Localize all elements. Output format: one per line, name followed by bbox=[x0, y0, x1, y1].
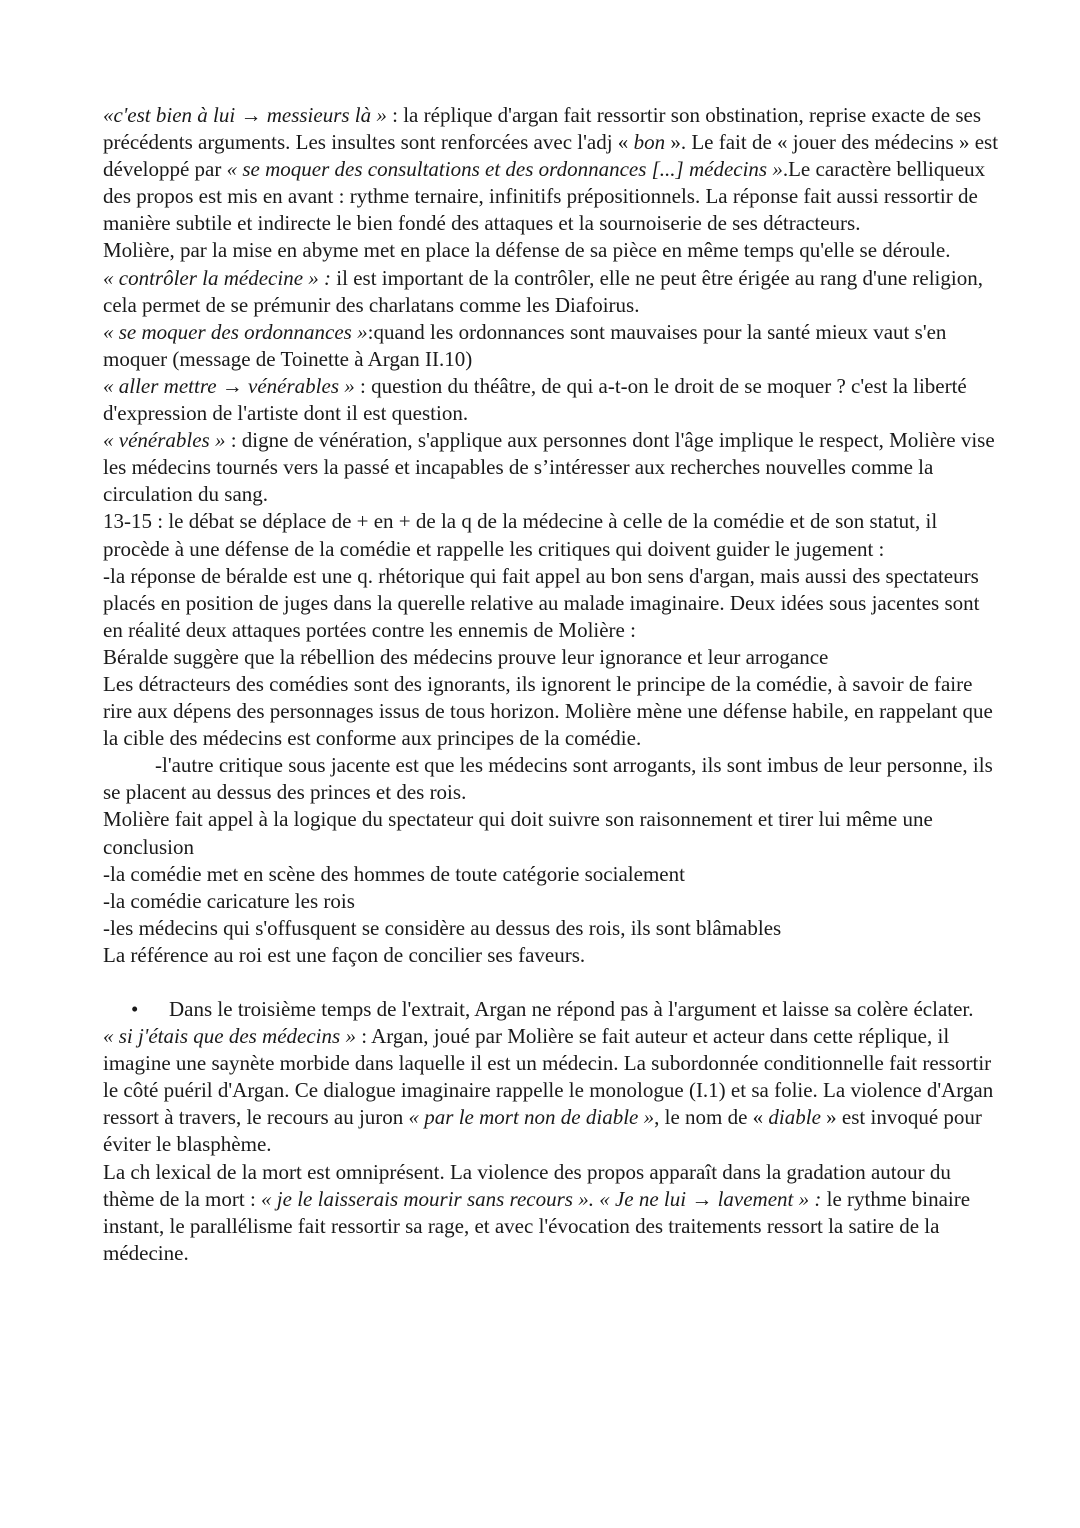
para-beralde-suggere bbox=[103, 644, 1003, 671]
quote-text: diable bbox=[768, 1105, 821, 1130]
body-text: » est invoqué pour éviter le blasphème. bbox=[103, 1105, 982, 1157]
body-text: Béralde suggère que la rébellion des médecins prouve leur ignorance et leur arrogance bbox=[103, 644, 829, 669]
para-reponse-de-beralde bbox=[103, 563, 1003, 644]
paragraph-gap bbox=[103, 969, 1003, 996]
body-text: Molière fait appel à la logique du spectateur qui doit suivre son raisonnement et tirer lui même une conclusion bbox=[103, 807, 933, 859]
body-text: La ch lexical de la mort est omniprésent. La violence des propos apparaît dans la gradation autour du thème de la mort : bbox=[103, 1159, 951, 1211]
para-venerables bbox=[103, 427, 1003, 508]
quote-text: «c'est bien à lui → messieurs là » bbox=[103, 103, 387, 127]
para-logique-du-spectateur bbox=[103, 806, 1003, 860]
body-text: ». Le fait de « jouer des médecins » est développé par bbox=[103, 130, 999, 182]
body-text: -la comédie met en scène des hommes de toute catégorie socialement bbox=[103, 861, 685, 886]
body-text: Molière, par la mise en abyme met en place la défense de sa pièce en même temps qu'elle se déroule. bbox=[103, 238, 951, 263]
bullet-icon: • bbox=[131, 997, 139, 1021]
quote-text: « je le laisserais mourir sans recours ». « Je ne lui → lavement » : bbox=[261, 1186, 822, 1211]
para-controler-la-medecine bbox=[103, 265, 1003, 319]
para-se-moquer-des-ordonnances bbox=[103, 319, 1003, 373]
para-ch-lexical bbox=[103, 1159, 1003, 1267]
body-text: -la comédie caricature les rois bbox=[103, 888, 355, 913]
body-text: -les médecins qui s'offusquent se considère au dessus des rois, ils sont blâmables bbox=[103, 915, 782, 940]
body-text: Dans le troisième temps de l'extrait, Argan ne répond pas à l'argument et laisse sa colère éclater. bbox=[169, 997, 974, 1021]
body-text: Les détracteurs des comédies sont des ignorants, ils ignorent le principe de la comédie, à savoir de faire rire aux dépens des personnages issus de tous horizon. Molière mène une défense habile, en rappelant que la cible des médecins est conforme aux principes de la comédie. bbox=[103, 671, 993, 751]
quote-text: « par le mort non de diable » bbox=[408, 1105, 655, 1130]
body-text: :quand les ordonnances sont mauvaises pour la santé mieux vaut s'en moquer (message de Toinette à Argan II.10) bbox=[103, 319, 947, 371]
body-text: La référence au roi est une façon de concilier ses faveurs. bbox=[103, 942, 586, 967]
quote-text: bon bbox=[633, 130, 666, 155]
para-detracteurs bbox=[103, 671, 1003, 752]
document-page bbox=[103, 102, 1003, 1267]
body-text: : question du théâtre, de qui a-t-on le droit de se moquer ? c'est la liberté d'expression de l'artiste dont il est question. bbox=[103, 373, 967, 426]
body-text: il est important de la contrôler, elle ne peut être érigée au rang d'une religion, cela permet de se prémunir des charlatans comme les Diafoirus. bbox=[103, 265, 983, 317]
body-text: : digne de vénération, s'applique aux personnes dont l'âge implique le respect, Molière vise les médecins tournés vers la passé et incapables de s’intéresser aux recherches nouvelles comme la circulation du sang. bbox=[103, 428, 995, 507]
body-text: : Argan, joué par Molière se fait auteur et acteur dans cette réplique, il imagine une saynète morbide dans laquelle il est un médecin. La subordonnée conditionnelle fait ressortir le côté puéril d'Argan. Ce dialogue imaginaire rappelle le monologue (I.1) et sa folie. La violence d'Argan ressort à travers, le recours au juron bbox=[103, 1024, 994, 1130]
body-text: , le nom de « bbox=[654, 1105, 769, 1130]
para-cest-bien-a-lui bbox=[103, 102, 1003, 237]
para-comedie-rois bbox=[103, 888, 1003, 915]
para-aller-mettre bbox=[103, 373, 1003, 427]
quote-text: « se moquer des ordonnances » bbox=[103, 319, 368, 344]
para-autre-critique bbox=[103, 752, 1003, 806]
para-mise-en-abyme bbox=[103, 237, 1003, 264]
body-text: : la réplique d'argan fait ressortir son obstination, reprise exacte de ses précédents arguments. Les insultes sont renforcées avec l'adj « bbox=[103, 103, 982, 155]
quote-text: « vénérables » bbox=[103, 428, 226, 453]
bullet-troisieme-temps bbox=[103, 996, 1003, 1023]
quote-text: « contrôler la médecine » : bbox=[103, 265, 332, 290]
body-text: -la réponse de béralde est une q. rhétorique qui fait appel au bon sens d'argan, mais aussi des spectateurs placés en position de juges dans la querelle relative au malade imaginaire. Deux idées sous jacentes sont en réalité deux attaques portées contre les ennemis de Molière : bbox=[103, 563, 980, 642]
quote-text: « se moquer des consultations et des ordonnances [...] médecins » bbox=[226, 157, 783, 182]
para-comedie-hommes bbox=[103, 861, 1003, 888]
body-text: 13-15 : le débat se déplace de + en + de la q de la médecine à celle de la comédie et de son statut, il procède à une défense de la comédie et rappelle les critiques qui doivent guider le jugement : bbox=[103, 509, 938, 561]
quote-text: « si j'étais que des médecins » bbox=[103, 1024, 356, 1049]
para-13-15 bbox=[103, 508, 1003, 562]
body-text: le rythme binaire instant, le parallélisme fait ressortir sa rage, et avec l'évocation des traitements ressort la satire de la médecine. bbox=[103, 1186, 971, 1265]
quote-text: « aller mettre → vénérables » bbox=[103, 373, 355, 398]
para-reference-au-roi bbox=[103, 942, 1003, 969]
body-text: -l'autre critique sous jacente est que les médecins sont arrogants, ils sont imbus de leur personne, ils se placent au dessus des princes et des rois. bbox=[103, 753, 993, 805]
para-si-jetais bbox=[103, 1023, 1003, 1158]
para-medecins-offusquent bbox=[103, 915, 1003, 942]
body-text: .Le caractère belliqueux des propos est mis en avant : rythme ternaire, infinitifs prépositionnels. La réponse fait aussi ressortir de manière subtile et indirecte le bien fondé des attaques et la sournoiserie de ses détracteurs. bbox=[103, 157, 986, 236]
